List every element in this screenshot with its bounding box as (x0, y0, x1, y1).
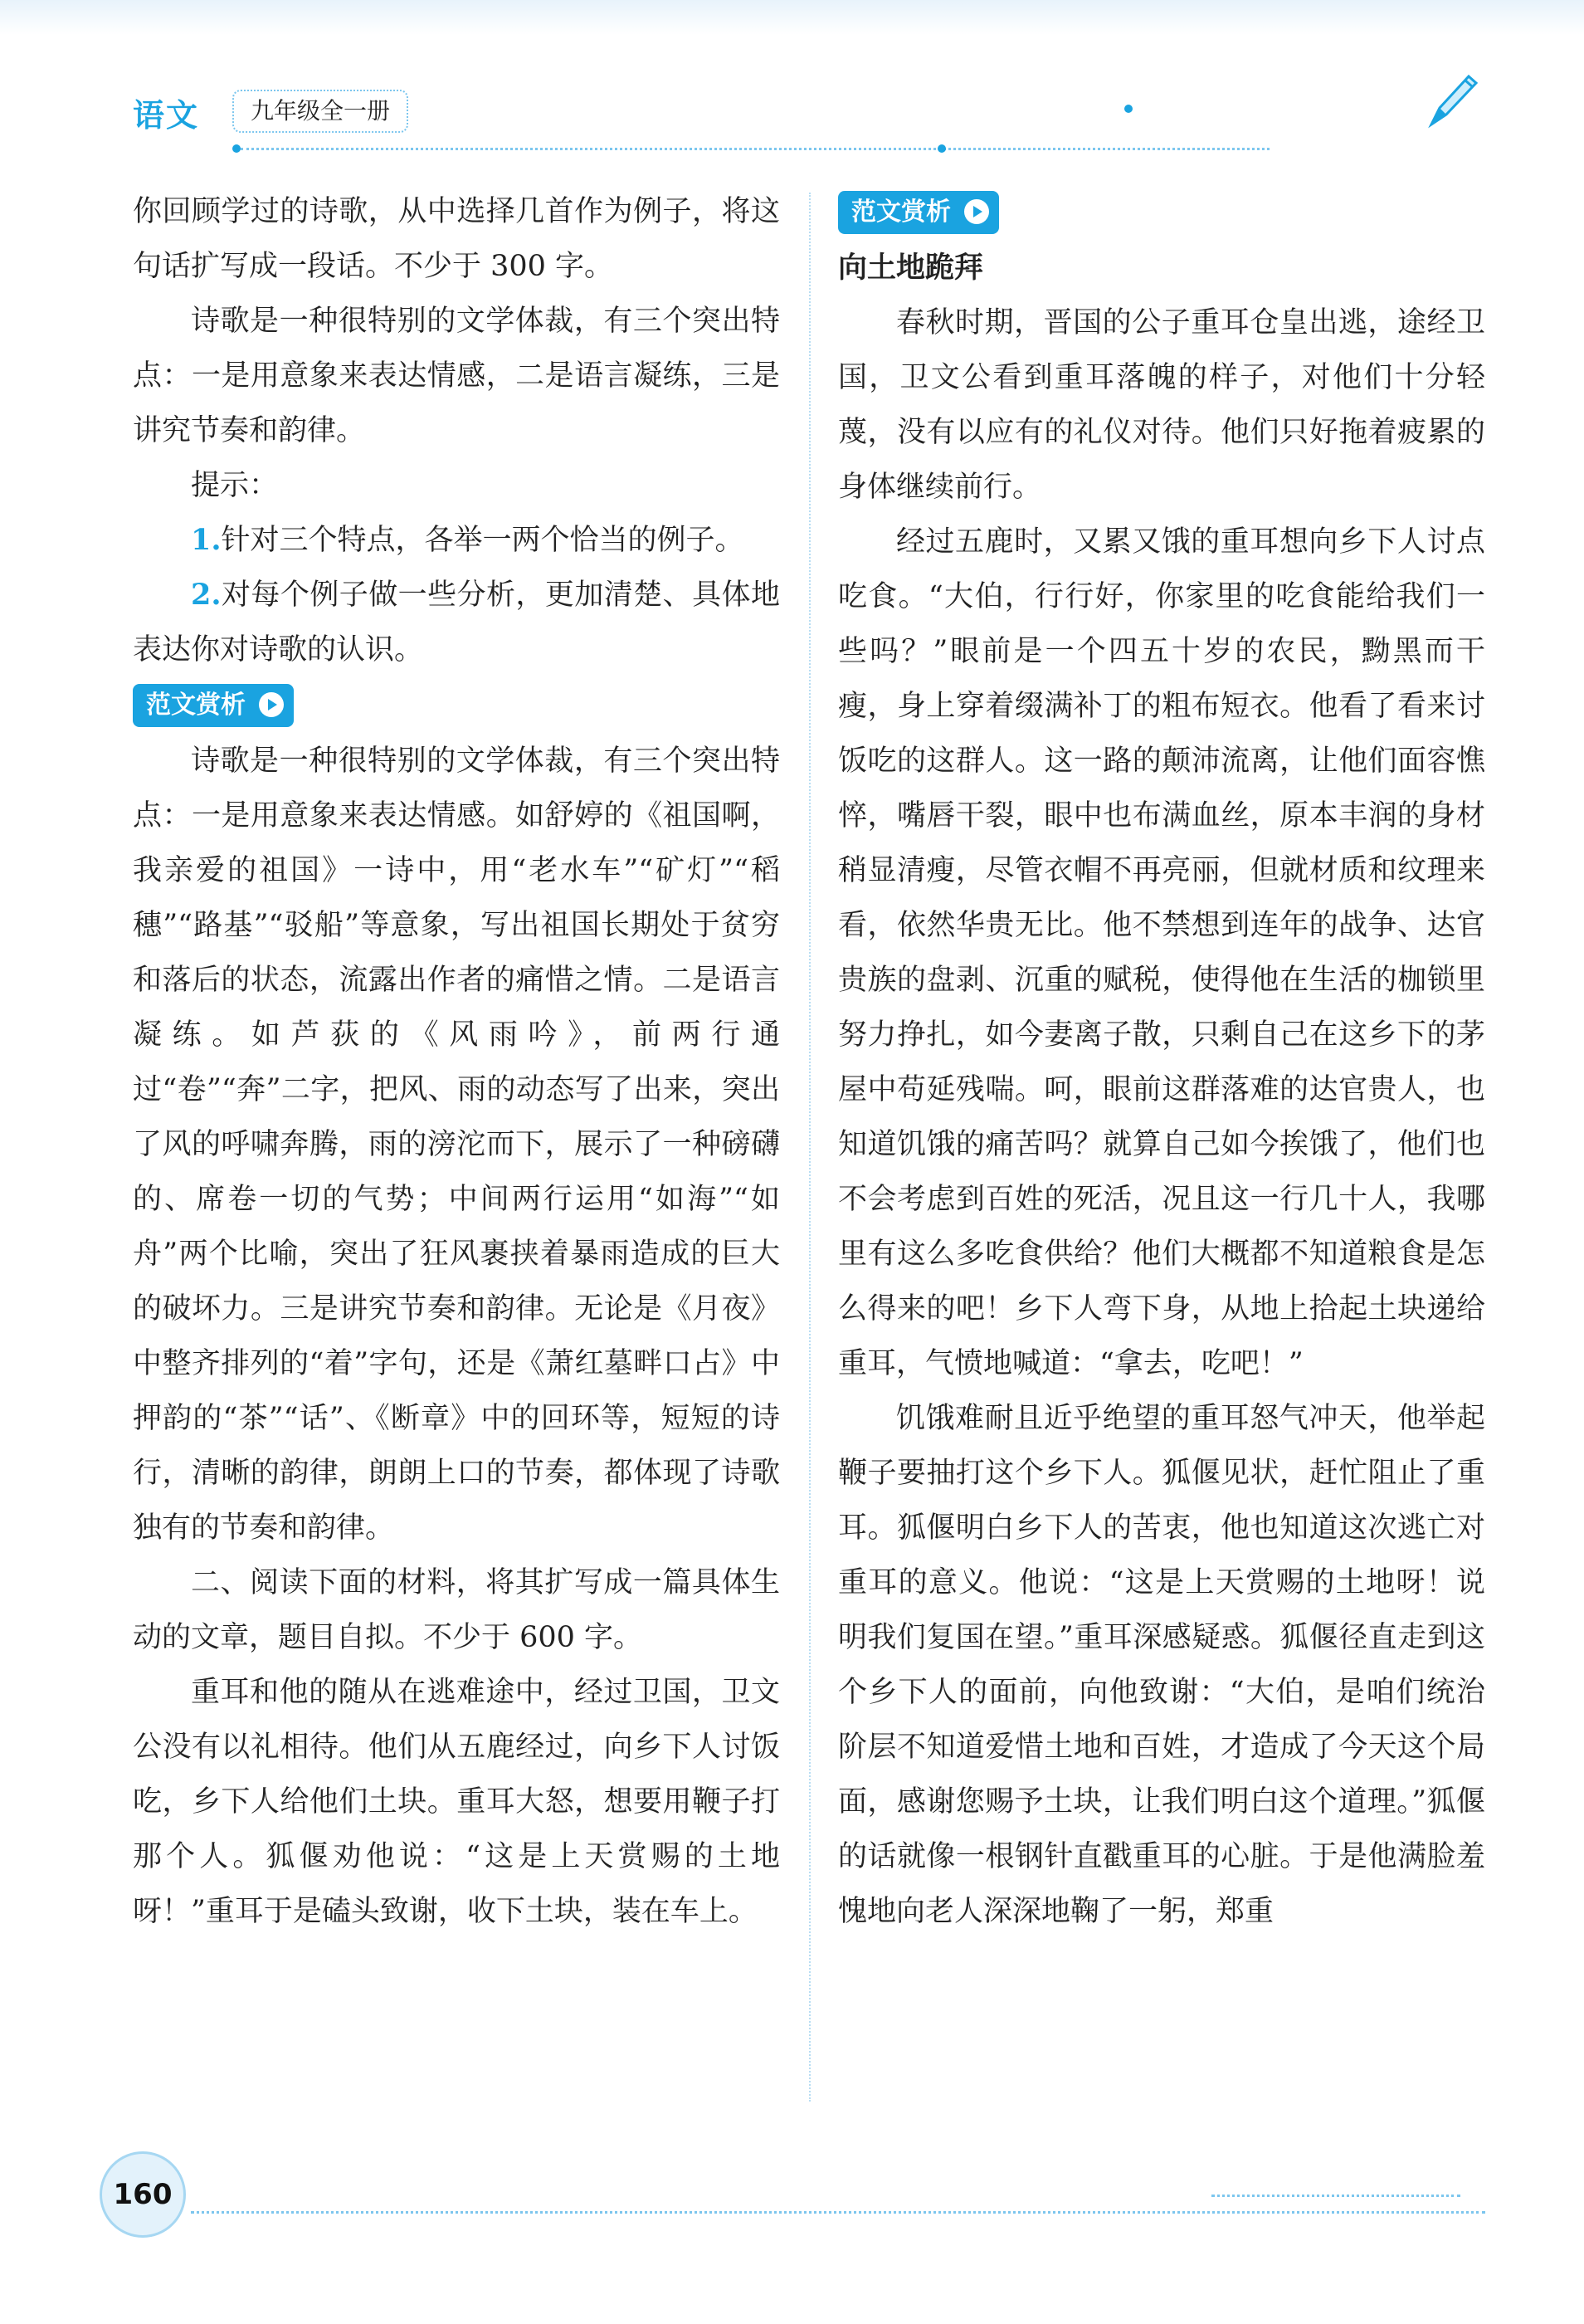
hint-item (133, 568, 780, 677)
subject-label: 语文 (133, 97, 200, 134)
task-statement: 诗歌是一种很特别的文学体裁，有三个突出特点：一是用意象来表达情感，二是语言凝练，三是讲究节奏和韵律。 (133, 305, 780, 447)
essay-paragraph: 饥饿难耐且近乎绝望的重耳怒气冲天，他举起鞭子要抽打这个乡下人。狐偃见状，赶忙阻止了重耳。狐偃明白乡下人的苦衷，他也知道这次逃亡对重耳的意义。他说：“这是上天赏赐的土地呀！说明我们复国在望。”重耳深感疑惑。狐偃径直走到这个乡下人的面前，向他致谢：“大伯，是咱们统治阶层不知道爱惜土地和百姓，才造成了今天这个局面，感谢您赐予土块，让我们明白这个道理。”狐偃的话就像一根钢针直戳重耳的心脏。于是他满脸羞愧地向老人深深地鞠了一躬，郑重 (838, 1402, 1485, 1928)
hint-label: 提示： (191, 469, 279, 502)
right-column (838, 184, 1485, 1939)
essay-paragraph: 春秋时期，晋国的公子重耳仓皇出逃，途经卫国，卫文公看到重耳落魄的样子，对他们十分轻蔑，没有以应有的礼仪对待。他们只好拖着疲累的身体继续前行。 (838, 306, 1485, 504)
sample-badge-label: 范文赏析 (146, 691, 246, 720)
header-divider (241, 148, 1270, 150)
footer-divider (1211, 2195, 1460, 2197)
hint-text: 针对三个特点，各举一两个恰当的例子。 (221, 524, 744, 557)
footer-divider (191, 2211, 1485, 2214)
sample-badge-label: 范文赏析 (851, 198, 951, 227)
header-dot (938, 144, 946, 153)
left-column (133, 184, 780, 1939)
top-band (0, 0, 1584, 35)
hint-item (133, 513, 780, 568)
column-divider (809, 193, 811, 2102)
task-two: 二、阅读下面的材料，将其扩写成一篇具体生动的文章，题目自拟。不少于 600 字。 (133, 1566, 780, 1654)
hint-number: 2. (191, 578, 222, 612)
task-intro: 你回顾学过的诗歌，从中选择几首作为例子，将这句话扩写成一段话。不少于 300 字。 (133, 195, 780, 283)
grade-label: 九年级全一册 (232, 90, 408, 133)
page-number: 160 (100, 2151, 186, 2238)
header-dot (232, 144, 241, 153)
play-icon (964, 199, 989, 224)
sample-badge (133, 684, 294, 727)
hint-number: 1. (191, 523, 222, 557)
header-dot (1124, 105, 1133, 113)
material-paragraph: 重耳和他的随从在逃难途中，经过卫国，卫文公没有以礼相待。他们从五鹿经过，向乡下人讨饭吃，乡下人给他们土块。重耳大怒，想要用鞭子打那个人。狐偃劝他说：“这是上天赏赐的土地呀！”重耳于是磕头致谢，收下土块，装在车上。 (133, 1676, 780, 1928)
hint-text: 对每个例子做一些分析，更加清楚、具体地表达你对诗歌的认识。 (133, 579, 780, 666)
page-header (133, 90, 1477, 139)
pen-icon (1423, 66, 1481, 133)
sample-badge (838, 191, 999, 234)
essay-title: 向土地跪拜 (838, 251, 984, 285)
sample-paragraph: 诗歌是一种很特别的文学体裁，有三个突出特点：一是用意象来表达情感。如舒婷的《祖国啊，我亲爱的祖国》一诗中，用“老水车”“矿灯”“稻穗”“路基”“驳船”等意象，写出祖国长期处于贫穷和落后的状态，流露出作者的痛惜之情。二是语言凝练。如芦荻的《风雨吟》，前两行通过“卷”“奔”二字，把风、雨的动态写了出来，突出了风的呼啸奔腾，雨的滂沱而下，展示了一种磅礴的、席卷一切的气势；中间两行运用“如海”“如舟”两个比喻，突出了狂风裹挟着暴雨造成的巨大的破坏力。三是讲究节奏和韵律。无论是《月夜》中整齐排列的“着”字句，还是《萧红墓畔口占》中押韵的“茶”“话”、《断章》中的回环等，短短的诗行，清晰的韵律，朗朗上口的节奏，都体现了诗歌独有的节奏和韵律。 (133, 745, 780, 1545)
play-icon (259, 692, 284, 717)
essay-paragraph: 经过五鹿时，又累又饿的重耳想向乡下人讨点吃食。“大伯，行行好，你家里的吃食能给我们一些吗？”眼前是一个四五十岁的农民，黝黑而干瘦，身上穿着缀满补丁的粗布短衣。他看了看来讨饭吃的这群人。这一路的颠沛流离，让他们面容憔悴，嘴唇干裂，眼中也布满血丝，原本丰润的身材稍显清瘦，尽管衣帽不再亮丽，但就材质和纹理来看，依然华贵无比。他不禁想到连年的战争、达官贵族的盘剥、沉重的赋税，使得他在生活的枷锁里努力挣扎，如今妻离子散，只剩自己在这乡下的茅屋中苟延残喘。呵，眼前这群落难的达官贵人，也知道饥饿的痛苦吗？就算自己如今挨饿了，他们也不会考虑到百姓的死活，况且这一行几十人，我哪里有这么多吃食供给？他们大概都不知道粮食是怎么得来的吧！乡下人弯下身，从地上拾起土块递给重耳，气愤地喊道：“拿去，吃吧！” (838, 525, 1485, 1380)
